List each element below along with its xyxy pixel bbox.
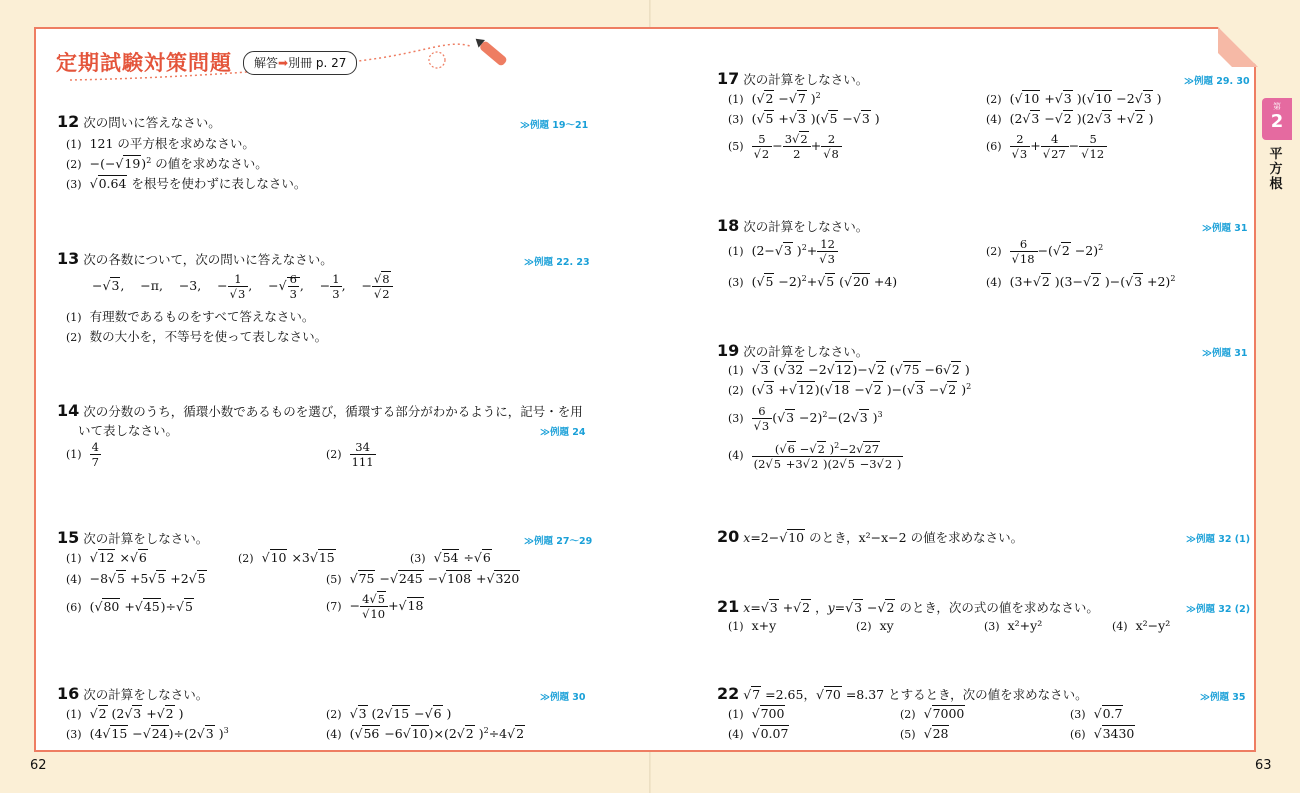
example-reference: ≫例題 31 — [1202, 348, 1248, 359]
question-16: 16 次の計算をしなさい。 — [57, 684, 209, 703]
sub-question: (3) √0.64 を根号を使わずに表しなさい。 — [66, 176, 307, 191]
sub-question: (1) 121 の平方根を求めなさい。 — [66, 136, 255, 151]
question-17: 17 次の計算をしなさい。 — [717, 69, 869, 88]
sub-question: (4) x²−y² — [1112, 618, 1171, 633]
sub-question: (1) $\frac{4}{7}$ — [66, 440, 99, 469]
example-reference: ≫例題 35 — [1200, 692, 1246, 703]
question-20: 20 x=2−√10 のとき，x²−x−2 の値を求めなさい。 — [717, 527, 1024, 546]
example-reference: ≫例題 30 — [540, 692, 586, 703]
example-reference: ≫例題 27〜29 — [524, 536, 593, 547]
sub-question: (5) √75 −√245 −√108 +√320 — [326, 571, 520, 586]
sub-question: (1) √700 — [728, 706, 785, 721]
question-19: 19 次の計算をしなさい。 — [717, 341, 869, 360]
sub-question: (5) $\frac{5}{√2}$ − $\frac{3√2}{2}$ + $\frac{2}{√8}$ — [728, 132, 842, 161]
sub-question: $(2) -(-√19)^2$ の値を求めなさい。 — [66, 155, 268, 171]
chapter-tab — [1262, 98, 1292, 140]
answer-label: 解答 — [254, 56, 279, 70]
sub-question: (4) −8√5 +5√5 +2√5 — [66, 571, 206, 586]
number-list: −√3, −π, −3, − $\frac{1}{√3}$ , −√ $\frac{6}{3}$ , − $\frac{1}{3}$ , − $\frac{√8}{√2}$ — [92, 272, 393, 301]
sub-question: (3) x²+y² — [984, 618, 1043, 633]
sub-question: (2) √3 (2√15 −√6 ) — [326, 706, 452, 721]
question-15: 15 次の計算をしなさい。 — [57, 528, 209, 547]
sub-question: (1) √2 (2√3 +√2 ) — [66, 706, 184, 721]
sub-question: (6) √3430 — [1070, 726, 1135, 741]
example-reference: ≫例題 24 — [540, 427, 586, 438]
sub-question: (3) $(√5 -2)^2+√5$ (√20 +4) — [728, 274, 898, 290]
sub-question: (2) √10 ×3√15 — [238, 550, 335, 565]
sub-question: (4) $\frac{(√6 -√2 )^2-2√27}{(2√5 +3√2 )(2√5 -3√2 )}$ — [728, 441, 902, 471]
sub-question: (1) 有理数であるものをすべて答えなさい。 — [66, 309, 315, 324]
sub-question: (3) (√5 +√3 )(√5 −√3 ) — [728, 111, 880, 126]
sub-question: (7) − $\frac{4√5}{√10}$ +√18 — [326, 592, 424, 621]
answer-page: 別冊 p. 27 — [288, 56, 347, 70]
question-14: 14 次の分数のうち，循環小数であるものを選び，循環する部分がわかるように，記号・を用 — [57, 401, 583, 420]
question-12 — [57, 112, 221, 131]
sub-question: (1) x+y — [728, 618, 777, 633]
example-reference: ≫例題 19〜21 — [520, 120, 589, 131]
question-13: 13 次の各数について，次の問いに答えなさい。 — [57, 249, 333, 268]
sub-question: (1) (√2 −√7 )$^2$ — [728, 91, 821, 107]
chapter-prefix: 第 — [1273, 102, 1281, 111]
sub-question: (5) √28 — [900, 726, 949, 741]
page-fold-corner — [1218, 27, 1258, 67]
pen-icon — [472, 35, 508, 67]
sub-question: (3) (4√15 −√24)÷(2√3 )$^3$ — [66, 726, 229, 742]
example-reference: ≫例題 22. 23 — [524, 257, 590, 268]
sub-question: (4) √0.07 — [728, 726, 789, 741]
page-title: 定期試験対策問題 — [56, 51, 232, 75]
sub-question: (3) √0.7 — [1070, 706, 1123, 721]
question-text-continued: いて表しなさい。 — [78, 423, 179, 438]
answer-reference-badge — [243, 51, 357, 75]
sub-question: (4) (3+√2 )(3−√2 )$-(√3 +2)^2$ — [986, 274, 1176, 290]
sub-question: (6) $\frac{2}{√3}$ + $\frac{4}{√27}$ − $\frac{5}{√12}$ — [986, 132, 1107, 161]
sub-question: (1) √12 ×√6 — [66, 550, 147, 565]
example-reference: ≫例題 32 (1) — [1186, 534, 1251, 545]
sub-question: (3) $\frac{6}{√3}$ $(√3 -2)^2-(2√3$ )$^3$ — [728, 404, 883, 433]
sub-question: (2) xy — [856, 618, 894, 633]
example-reference: ≫例題 31 — [1202, 223, 1248, 234]
sub-question: (4) (√56 −6√10)×(2√2 )$^2$÷4√2 — [326, 726, 525, 742]
sub-question: (2) 数の大小を，不等号を使って表しなさい。 — [66, 329, 328, 344]
question-21: 21 x=√3 +√2 ，y=√3 −√2 のとき，次の式の値を求めなさい。 — [717, 597, 1099, 616]
sub-question: (1) (2−√3 )$^2$+ $\frac{12}{√3}$ — [728, 237, 838, 266]
sub-question: (2) √7000 — [900, 706, 965, 721]
question-number: 12 — [57, 112, 80, 131]
question-text: 次の問いに答えなさい。 — [83, 115, 221, 130]
sub-question: (2) $\frac{34}{111}$ — [326, 440, 374, 469]
chapter-name: 平方根 — [1269, 147, 1283, 192]
sub-question: (3) √54 ÷√6 — [410, 550, 491, 565]
page-number-left: 62 — [30, 758, 47, 773]
question-22: 22 √7 =2.65，√70 =8.37 とするとき，次の値を求めなさい。 — [717, 684, 1088, 703]
arrow-icon: ➡ — [278, 56, 289, 70]
sub-question: (4) (2√3 −√2 )(2√3 +√2 ) — [986, 111, 1154, 126]
question-18: 18 次の計算をしなさい。 — [717, 216, 869, 235]
sub-question: (2) (√3 +√12)(√18 −√2 )−(√3 −√2 )$^2$ — [728, 382, 972, 398]
example-reference: ≫例題 29. 30 — [1184, 76, 1250, 87]
example-reference: ≫例題 32 (2) — [1186, 604, 1251, 615]
sub-question: (2) (√10 +√3 )(√10 −2√3 ) — [986, 91, 1162, 106]
sub-question: (1) √3 (√32 −2√12)−√2 (√75 −6√2 ) — [728, 362, 970, 377]
sub-question: (6) (√80 +√45)÷√5 — [66, 599, 193, 614]
sub-question: (2) $\frac{6}{√18}$ $-(√2 -2)^2$ — [986, 237, 1104, 266]
chapter-number: 2 — [1270, 111, 1284, 132]
page-number-right: 63 — [1255, 758, 1272, 773]
